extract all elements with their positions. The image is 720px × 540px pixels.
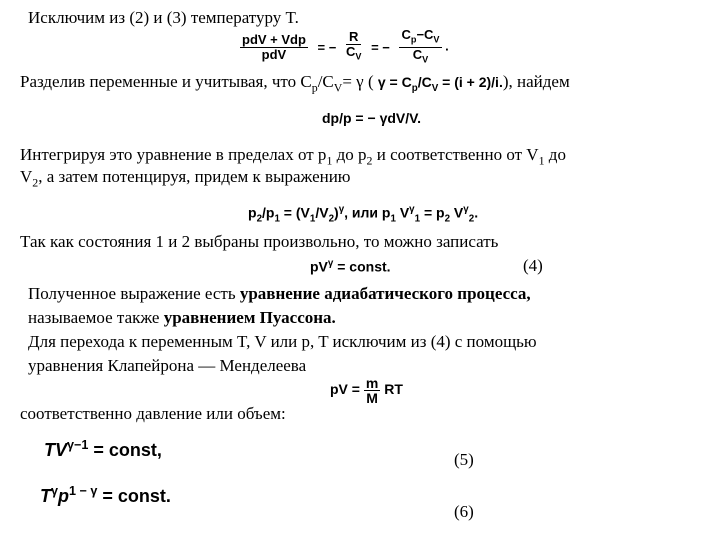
para-arbitrary-states: [20, 232, 498, 252]
f5-fraction: [364, 376, 380, 405]
para-poisson-l4: [28, 356, 306, 376]
formula2-text: dp/p = − γdV/V.: [322, 110, 422, 126]
gamma-formula-sub2: V: [431, 82, 439, 94]
formula1-end: .: [445, 38, 449, 54]
para2-d: до: [544, 145, 566, 164]
gamma-formula-c: γ = C: [377, 74, 412, 90]
para2-c: и соответственно от V: [372, 145, 539, 164]
f3-i-sub: 2: [468, 213, 475, 225]
f3-c-sub: 1: [309, 213, 316, 225]
f3-g-sub: 1: [414, 213, 421, 225]
f4-num: (4): [523, 256, 543, 275]
para2-b: до p: [332, 145, 367, 164]
line-separating-variables: [20, 72, 570, 99]
formula1-mid-den-c: C: [345, 44, 356, 60]
para-poisson-l2: [28, 308, 336, 328]
f3-e-sup: γ: [338, 204, 345, 215]
equation-number-4: [523, 256, 543, 276]
gamma-formula-mid: /C: [417, 74, 432, 90]
f6-b: = const,: [88, 440, 162, 460]
gamma-formula: [377, 74, 503, 94]
para-poisson-l1: [28, 284, 531, 304]
f7-sup1: γ: [51, 484, 59, 498]
gamma-formula-tail: = (i + 2)/i.: [438, 74, 503, 90]
f4-b: = const.: [333, 258, 391, 275]
para2-a: Интегрируя это уравнение в пределах от p: [20, 145, 327, 164]
formula1-rhs-num-mid: −C: [416, 27, 434, 42]
equation-number-6: [454, 502, 474, 522]
formula1-lhs-fraction: [240, 33, 308, 62]
f7-num: (6): [454, 502, 474, 521]
para4-l4: уравнения Клапейрона — Менделеева: [28, 356, 307, 375]
f7-sup2: 1 − γ: [69, 484, 98, 498]
f3-b-sub: 1: [274, 213, 280, 225]
f7-c: = const.: [97, 486, 171, 506]
f3-g-sup: γ: [409, 204, 415, 215]
formula1-eq: = −: [317, 39, 337, 55]
formula1-rhs-num-sub2: V: [433, 34, 440, 45]
f5-num: m: [365, 375, 379, 391]
formula1-rhs-num-c: C: [401, 27, 411, 42]
line2-mid: /C: [317, 72, 334, 91]
formula1-rhs-den: [399, 48, 441, 67]
f3-end: .: [474, 204, 479, 221]
f3-e: ): [334, 204, 339, 221]
f4-a: pV: [310, 258, 328, 275]
f4-sup: γ: [327, 258, 334, 269]
para-integrating-line2: [20, 167, 351, 192]
para4-l3: Для перехода к переменным T, V или p, T исключим из (4) с помощью: [28, 332, 537, 351]
para2-line2-a: V: [20, 167, 33, 186]
para4-l1-a: Полученное выражение есть: [28, 284, 240, 303]
f3-i-sup: γ: [463, 204, 469, 215]
f3-f: , или p: [344, 204, 391, 221]
para2-c-sub: 1: [538, 153, 545, 168]
f3-i: V: [450, 204, 464, 221]
formula-pressure-volume: [248, 204, 478, 224]
f3-h-sub: 2: [444, 213, 451, 225]
line2-text: Разделив переменные и учитывая, что C: [20, 72, 312, 91]
para3-text: Так как состояния 1 и 2 выбраны произвольно, то можно записать: [20, 232, 499, 251]
formula-differential: [322, 110, 421, 126]
f3-a-sub: 2: [256, 213, 263, 225]
line2-eqgamma: = γ (: [342, 72, 374, 91]
formula-clapeyron: [330, 376, 403, 405]
formula-ratio: [240, 28, 449, 66]
para4-l1-b: уравнение адиабатического процесса,: [239, 284, 531, 303]
f3-c: = (V: [279, 204, 310, 221]
formula-adiabatic: [310, 258, 391, 275]
formula-tv: [44, 438, 162, 461]
line2-sub2: V: [333, 80, 343, 95]
f3-b: /p: [262, 204, 275, 221]
f3-f-sub: 1: [390, 213, 396, 225]
formula1-rhs-den-sub: V: [422, 54, 429, 65]
formula1-eq2: = −: [371, 39, 390, 55]
f3-a: p: [248, 204, 257, 221]
para2-b-sub: 2: [366, 153, 373, 168]
f3-d-sub: 2: [328, 213, 335, 225]
f3-d: /V: [315, 204, 329, 221]
para2-a-sub: 1: [326, 153, 333, 168]
para4-l2-a: называемое также: [28, 308, 164, 327]
formula1-mid-den-sub: V: [355, 51, 362, 62]
f7-b: p: [58, 486, 70, 506]
formula1-mid-den: [346, 45, 361, 64]
equation-number-5: [454, 450, 474, 470]
formula1-rhs-num-sub1: p: [410, 34, 417, 45]
f3-h: = p: [420, 204, 445, 221]
f3-g: V: [395, 204, 410, 221]
f6-num: (5): [454, 450, 474, 469]
formula1-mid-fraction: [346, 30, 361, 64]
para2-line2-b: , а затем потенцируя, придем к выражению: [38, 167, 351, 186]
formula1-mid-num: R: [346, 30, 361, 45]
formula-tp: [40, 484, 171, 507]
formula1-rhs-num: [399, 28, 441, 48]
formula1-rhs-den-c: C: [412, 46, 423, 62]
formula1-lhs-den: pdV: [261, 46, 287, 62]
formula1-lhs-num: pdV + Vdp: [242, 31, 306, 47]
line2-sub1: p: [311, 80, 318, 95]
para2-line2-sub: 2: [32, 175, 39, 190]
para4-l2-b: уравнением Пуассона.: [163, 308, 336, 327]
formula1-rhs-fraction: [399, 28, 441, 66]
f6-sup: γ−1: [67, 438, 89, 452]
para-pressure-volume: [20, 404, 286, 424]
line1-text: Исключим из (2) и (3) температуру T.: [28, 8, 299, 27]
para5-text: соответственно давление или объем:: [20, 404, 286, 423]
f5-den: M: [366, 390, 378, 406]
para-poisson-l3: [28, 332, 537, 352]
f7-a: T: [40, 486, 51, 506]
f5-a: pV =: [330, 381, 360, 398]
f6-a: TV: [44, 440, 68, 460]
line2-end: ), найдем: [502, 72, 570, 91]
f5-b: RT: [384, 381, 403, 398]
line-exclude-temperature: [28, 8, 299, 28]
gamma-formula-sub1: p: [411, 82, 418, 94]
